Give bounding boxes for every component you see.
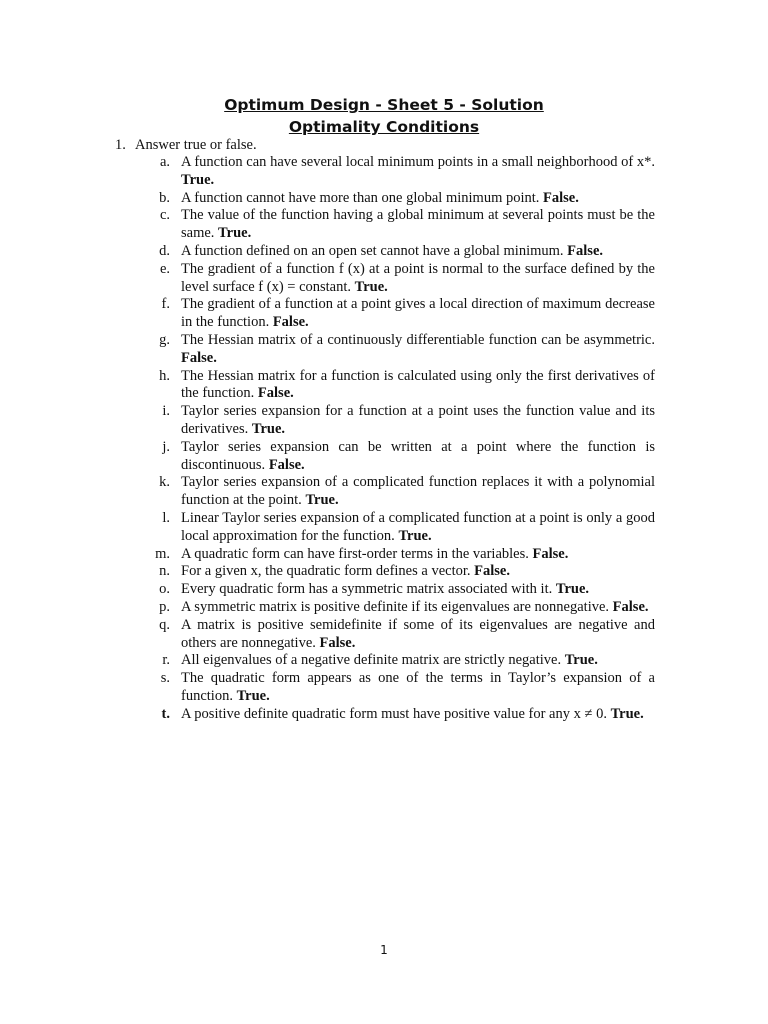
- item-answer: False.: [268, 456, 305, 473]
- item-statement: The Hessian matrix of a continuously differentiable function can be asymmetric.: [181, 331, 655, 348]
- list-item: [130, 652, 655, 670]
- item-answer: False.: [474, 563, 510, 580]
- item-statement: The quadratic form appears as one of the terms in Taylor’s expansion of a function.: [181, 670, 655, 704]
- item-answer: False.: [272, 314, 309, 331]
- list-item: [130, 546, 655, 564]
- item-answer: True.: [398, 527, 432, 544]
- item-letter: i.: [162, 403, 170, 420]
- list-item: [130, 207, 655, 243]
- list-item: [130, 261, 655, 297]
- item-letter: l.: [162, 509, 170, 526]
- item-answer: True.: [218, 225, 252, 242]
- item-statement: Taylor series expansion can be written at a point where the function is discontinuous.: [181, 438, 655, 473]
- item-letter: t.: [161, 705, 170, 722]
- list-item: [130, 510, 655, 546]
- list-item: [130, 439, 655, 475]
- item-letter: b.: [159, 189, 170, 206]
- list-item: [130, 296, 655, 332]
- item-statement: A function defined on an open set cannot have a global minimum.: [181, 242, 564, 259]
- item-statement: Linear Taylor series expansion of a complicated function at a point is only a good local approximation for the function.: [181, 509, 655, 544]
- item-statement: A positive definite quadratic form must have positive value for any x ≠ 0.: [181, 705, 607, 722]
- item-answer: True.: [305, 492, 339, 509]
- item-statement: The value of the function having a global minimum at several points must be the same.: [181, 207, 655, 242]
- page-number: 1: [380, 943, 388, 957]
- item-answer: False.: [612, 598, 649, 615]
- list-item: [130, 670, 655, 706]
- list-item: [130, 581, 655, 599]
- list-item: [130, 617, 655, 653]
- question-text: Answer true or false.: [135, 137, 257, 153]
- item-answer: False.: [567, 242, 604, 259]
- item-answer: True.: [555, 581, 590, 598]
- item-letter: c.: [159, 207, 170, 224]
- item-letter: s.: [160, 670, 170, 687]
- item-statement: A quadratic form can have first-order terms in the variables.: [181, 545, 529, 562]
- list-item: [130, 190, 655, 208]
- list-item: [130, 332, 655, 368]
- item-statement: A function can have several local minimum points in a small neighborhood of x*.: [181, 154, 655, 170]
- item-letter: n.: [159, 563, 170, 580]
- list-item: [130, 403, 655, 439]
- item-statement: For a given x, the quadratic form defines a vector.: [181, 563, 471, 580]
- item-statement: Every quadratic form has a symmetric matrix associated with it.: [181, 581, 553, 598]
- item-letter: r.: [162, 652, 170, 669]
- item-answer: False.: [257, 385, 294, 402]
- list-item: [130, 474, 655, 510]
- answer-list: [130, 154, 655, 724]
- item-statement: A function cannot have more than one global minimum point.: [181, 189, 540, 206]
- item-letter: g.: [159, 331, 170, 348]
- item-letter: k.: [159, 474, 170, 491]
- item-statement: A matrix is positive semidefinite if some of its eigenvalues are negative and others are nonnegative.: [181, 616, 655, 651]
- item-statement: The Hessian matrix for a function is calculated using only the first derivatives of the function.: [181, 367, 655, 402]
- item-letter: q.: [159, 616, 170, 633]
- list-item: [130, 599, 655, 617]
- item-letter: d.: [159, 242, 170, 259]
- item-letter: e.: [159, 260, 170, 277]
- document-title: Optimum Design - Sheet 5 - Solution: [224, 96, 544, 114]
- item-letter: p.: [159, 598, 170, 615]
- item-answer: False.: [543, 189, 579, 206]
- list-item: [130, 154, 655, 190]
- question-number: 1.: [115, 137, 126, 153]
- list-item: [130, 563, 655, 581]
- item-letter: j.: [162, 438, 170, 455]
- item-letter: h.: [159, 367, 170, 384]
- item-statement: Taylor series expansion of a complicated function replaces it with a polynomial function at the point.: [181, 474, 655, 509]
- item-answer: True.: [564, 652, 598, 669]
- item-answer: False.: [319, 634, 356, 651]
- item-answer: True.: [354, 278, 388, 295]
- document-subtitle: Optimality Conditions: [288, 118, 480, 136]
- item-letter: o.: [159, 581, 170, 598]
- item-answer: True.: [181, 171, 215, 188]
- list-item: [130, 368, 655, 404]
- list-item: [130, 706, 655, 724]
- item-letter: f.: [161, 296, 170, 313]
- item-statement: A symmetric matrix is positive definite if its eigenvalues are nonnegative.: [181, 598, 610, 615]
- item-letter: a.: [159, 154, 170, 170]
- item-answer: False.: [532, 545, 569, 562]
- item-statement: The gradient of a function at a point gives a local direction of maximum decrease in the function.: [181, 296, 655, 331]
- item-letter: m.: [155, 545, 170, 562]
- item-statement: The gradient of a function f (x) at a point is normal to the surface defined by the level surface f (x) = constant.: [181, 260, 655, 295]
- item-statement: Taylor series expansion for a function at a point uses the function value and its derivatives.: [181, 403, 655, 437]
- item-answer: True.: [251, 420, 286, 437]
- item-answer: True.: [610, 705, 644, 722]
- list-item: [130, 243, 655, 261]
- item-answer: True.: [236, 687, 270, 704]
- item-answer: False.: [181, 349, 217, 366]
- item-statement: All eigenvalues of a negative definite matrix are strictly negative.: [181, 652, 562, 669]
